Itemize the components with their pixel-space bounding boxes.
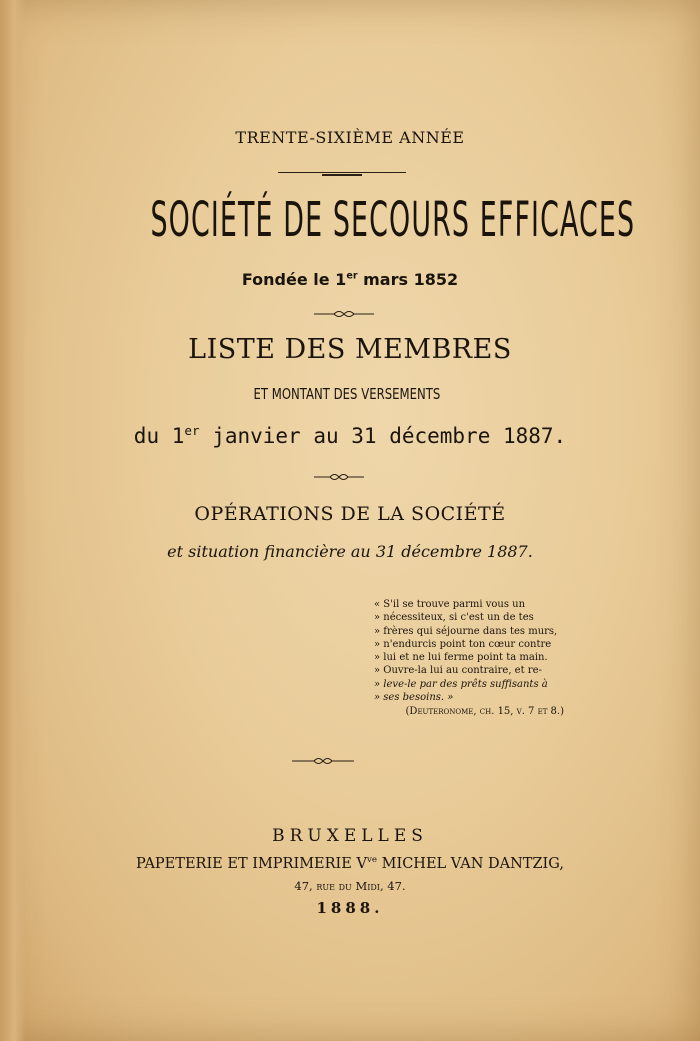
quote-line: » frères qui séjourne dans tes murs, [374,625,558,637]
founded-superscript: er [346,270,358,282]
situation-subtitle: et situation financière au 31 décembre 1887. [167,542,533,561]
list-subtitle: ET MONTANT DES VERSEMENTS [253,385,441,403]
quote-source: (Deuteronome, ch. 15, v. 7 et 8.) [405,706,564,718]
founded-prefix: Fondée le 1 [241,270,347,289]
title-rule-mid [322,174,362,176]
period-line [0,424,700,448]
quote-line: » ses besoins. » [374,692,454,704]
society-title: SOCIÉTÉ DE SECOURS EFFICACES [150,192,636,248]
imprint-address: 47, rue du Midi, 47. [294,879,406,893]
quote-line: » leve-le par des prêts suffisants à [374,678,548,690]
quote-line: » lui et ne lui ferme point ta main. [374,652,548,664]
title-rule-top [278,172,406,173]
operations-title: OPÉRATIONS DE LA SOCIÉTÉ [194,503,506,525]
ornament-divider-2 [314,471,364,483]
printer-prefix: PAPETERIE ET IMPRIMERIE V [136,856,367,872]
quote-line: « S'il se trouve parmi vous un [374,599,526,610]
founded-date [0,270,700,289]
printer-superscript: ve [366,855,378,866]
quote-line: » nécessiteux, si c'est un de tes [374,612,534,624]
ornament-divider-3 [292,755,354,767]
quote-line: » n'endurcis point ton cœur contre [374,638,552,650]
period-superscript: er [184,423,200,438]
ornament-divider-1 [314,308,374,320]
printer-suffix: MICHEL VAN DANTZIG, [377,856,564,872]
imprint-printer [0,856,700,872]
imprint-city: BRUXELLES [272,826,428,846]
epigraph-quote [374,598,564,719]
founded-suffix: mars 1852 [357,270,459,289]
quote-line: » Ouvre-la lui au contraire, et re- [374,665,542,677]
period-prefix: du 1 [133,424,185,448]
imprint-year: 1888. [316,899,384,917]
year-label: TRENTE-SIXIÈME ANNÉE [235,128,465,147]
list-title: LISTE DES MEMBRES [188,334,512,365]
period-suffix: janvier au 31 décembre 1887. [199,424,567,448]
